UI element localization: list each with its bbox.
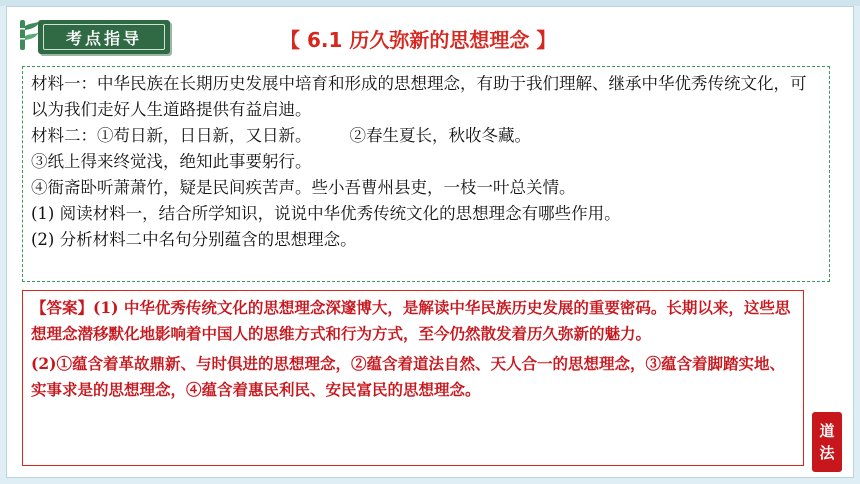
page-title: 【 6.1 历久弥新的思想理念 】 [280, 27, 557, 52]
seal-char-2: 法 [819, 444, 835, 462]
material-two-line [31, 123, 821, 149]
badge-label: 考点指导 [43, 24, 165, 50]
topic-badge [38, 20, 170, 54]
answer-box [22, 290, 804, 466]
material-two-d: ④衙斋卧听萧萧竹，疑是民间疾苦声。些小吾曹州县吏，一枝一叶总关情。 [31, 178, 576, 197]
answer-part-one: 【答案】(1) 中华优秀传统文化的思想理念深邃博大，是解读中华民族历史发展的重要密码。长期以来，这些思想理念潜移默化地影响着中国人的思维方式和行为方式，至今仍然散发着历久弥新的魅力。 [31, 298, 791, 343]
seal-char-1: 道 [819, 422, 835, 440]
question-two: (2) 分析材料二中名句分别蕴含的思想理念。 [31, 230, 357, 249]
material-one: 材料一：中华民族在长期历史发展中培育和形成的思想理念，有助于我们理解、继承中华优秀传统文化，可以为我们走好人生道路提供有益启迪。 [31, 74, 807, 119]
question-one: (1) 阅读材料一，结合所学知识，说说中华优秀传统文化的思想理念有哪些作用。 [31, 204, 621, 223]
answer-part-two: (2)①蕴含着革故鼎新、与时俱进的思想理念，②蕴含着道法自然、天人合一的思想理念，③蕴含着脚踏实地、实事求是的思想理念，④蕴含着惠民利民、安民富民的思想理念。 [31, 354, 785, 399]
material-two-a: 材料二：①苟日新，日日新，又日新。 [31, 126, 312, 145]
material-two-b: ②春生夏长，秋收冬藏。 [349, 126, 531, 145]
material-two-c: ③纸上得来终觉浅，绝知此事要躬行。 [31, 152, 312, 171]
daofa-seal [812, 412, 842, 472]
material-box [22, 66, 830, 282]
